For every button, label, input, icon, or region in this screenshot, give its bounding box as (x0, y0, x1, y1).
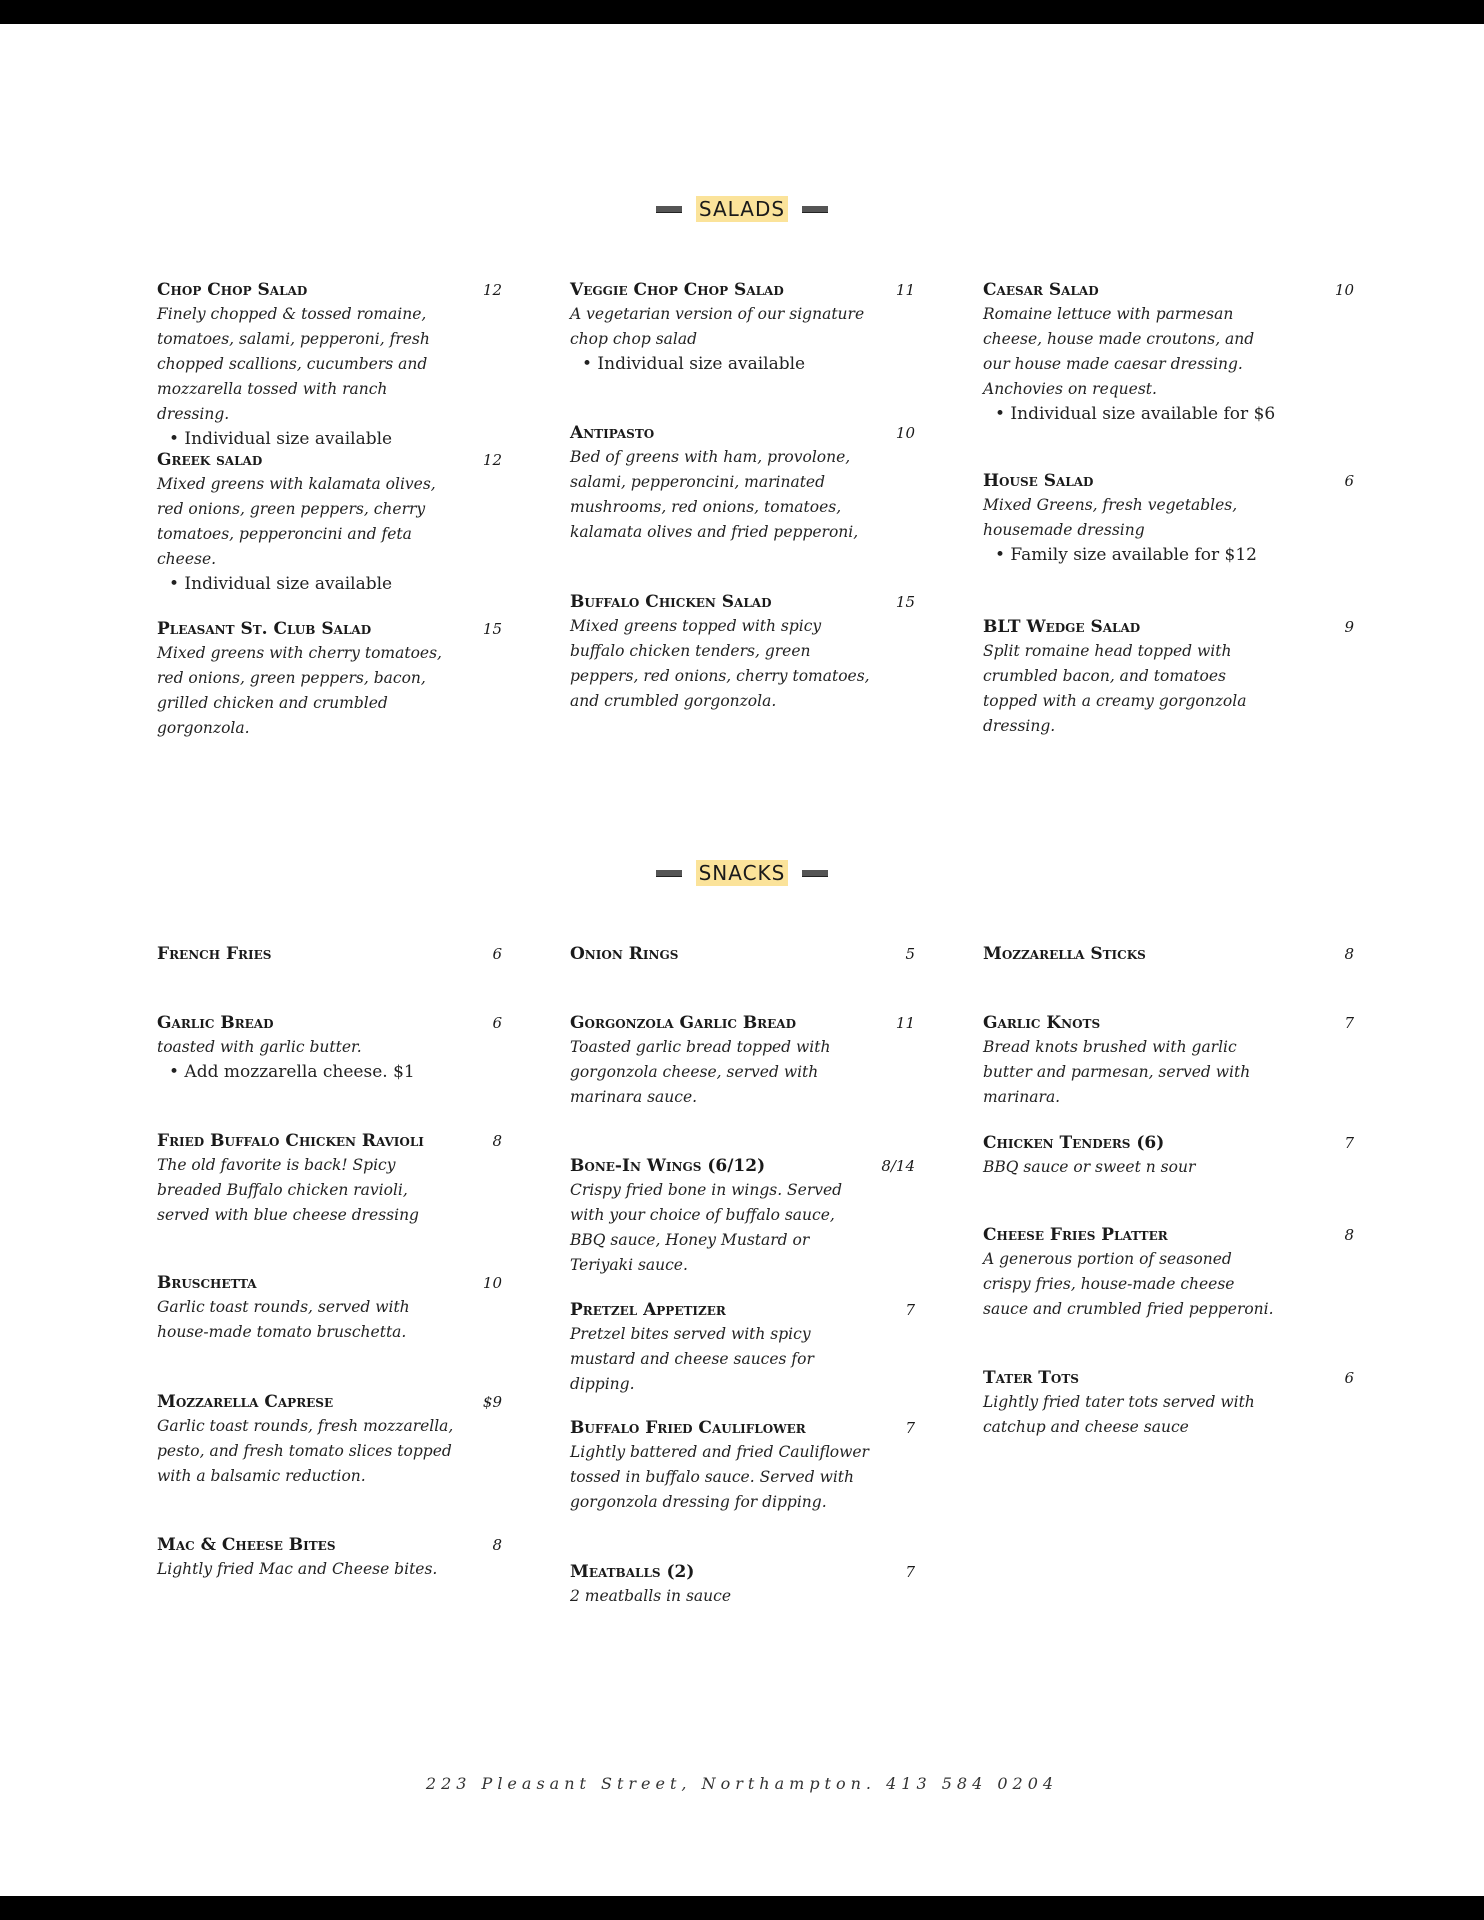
menu-item-name: Pleasant St. Club Salad (157, 619, 372, 639)
menu-item (570, 590, 915, 714)
menu-item-name: Caesar Salad (983, 280, 1099, 300)
menu-item (983, 942, 1354, 966)
menu-item-description: Garlic toast rounds, fresh mozzarella, pesto, and fresh tomato slices topped with a balsamic reduction. (157, 1417, 454, 1485)
menu-item-header (983, 942, 1354, 966)
menu-item-description: Lightly fried tater tots served with catchup and cheese sauce (983, 1393, 1255, 1436)
menu-item-header (157, 1271, 502, 1295)
menu-item-price: 7 (905, 1419, 915, 1437)
menu-item-header (983, 278, 1354, 302)
menu-item-name: Bone-In Wings (6/12) (570, 1156, 766, 1176)
menu-item-name: Tater Tots (983, 1368, 1079, 1388)
menu-item (983, 1366, 1354, 1440)
menu-item-header (157, 942, 502, 966)
menu-item-description: Toasted garlic bread topped with gorgonzola cheese, served with marinara sauce. (570, 1038, 831, 1106)
menu-item (983, 1131, 1354, 1180)
menu-item-header (570, 1560, 915, 1584)
menu-item-price: 7 (905, 1301, 915, 1319)
menu-item-name: Garlic Knots (983, 1013, 1101, 1033)
menu-item-header (157, 448, 502, 472)
menu-item-description: A generous portion of seasoned crispy fries, house-made cheese sauce and crumbled fried pepperoni. (983, 1250, 1274, 1318)
menu-item-header (570, 1011, 915, 1035)
menu-item-price: 6 (1344, 1369, 1354, 1387)
menu-item-header (983, 1131, 1354, 1155)
menu-item-price: 6 (1344, 472, 1354, 490)
menu-item (983, 615, 1354, 739)
menu-item-price: $9 (482, 1393, 502, 1411)
menu-item-header (983, 615, 1354, 639)
top-black-band (0, 0, 1484, 24)
menu-item-name: Antipasto (570, 423, 655, 443)
menu-item-header (157, 1011, 502, 1035)
bottom-black-band (0, 1896, 1484, 1920)
menu-item-description: Bread knots brushed with garlic butter and parmesan, served with marinara. (983, 1038, 1251, 1106)
menu-item-price: 10 (482, 1274, 502, 1292)
menu-item-price: 8 (1344, 945, 1354, 963)
menu-item (157, 1271, 502, 1345)
menu-item-header (570, 1154, 915, 1178)
menu-item-price: 9 (1344, 618, 1354, 636)
menu-item-description: Finely chopped & tossed romaine, tomatoes, salami, pepperoni, fresh chopped scallions, cucumbers and mozzarella tossed with ranch dressing. (157, 305, 430, 423)
menu-item-description: Bed of greens with ham, provolone, salami, pepperoncini, marinated mushrooms, red onions, tomatoes, kalamata olives and fried pepperoni, (570, 448, 859, 541)
menu-item-name: Chicken Tenders (6) (983, 1133, 1165, 1153)
menu-item-name: Gorgonzola Garlic Bread (570, 1013, 797, 1033)
menu-item-name: Mac & Cheese Bites (157, 1535, 336, 1555)
menu-item-header (157, 1390, 502, 1414)
menu-item-name: Fried Buffalo Chicken Ravioli (157, 1131, 424, 1151)
menu-item-note: • Add mozzarella cheese. $1 (169, 1062, 415, 1082)
menu-item-description: Lightly fried Mac and Cheese bites. (157, 1560, 438, 1578)
heading-rule-left (656, 870, 682, 876)
menu-item-description: Crispy fried bone in wings. Served with your choice of buffalo sauce, BBQ sauce, Honey Mustard or Teriyaki sauce. (570, 1181, 843, 1274)
menu-item (157, 1390, 502, 1489)
menu-item-price: 8 (1344, 1226, 1354, 1244)
menu-item (157, 1129, 502, 1228)
menu-item-note: • Family size available for $12 (995, 545, 1257, 565)
menu-item-name: House Salad (983, 471, 1094, 491)
menu-item-price: 15 (895, 593, 915, 611)
menu-item-description: BBQ sauce or sweet n sour (983, 1158, 1196, 1176)
menu-item-header (570, 421, 915, 445)
menu-item-price: 15 (482, 620, 502, 638)
menu-item-price: 7 (1344, 1014, 1354, 1032)
menu-item-name: Mozzarella Caprese (157, 1392, 334, 1412)
menu-item (570, 1416, 915, 1515)
salads-heading (0, 196, 1484, 222)
heading-rule-right (802, 870, 828, 876)
menu-item (983, 1011, 1354, 1110)
menu-item-price: 8 (492, 1132, 502, 1150)
menu-item-header (570, 1416, 915, 1440)
menu-item-name: Mozzarella Sticks (983, 944, 1146, 964)
menu-item (570, 1298, 915, 1397)
menu-item-header (157, 1129, 502, 1153)
menu-item (983, 1223, 1354, 1322)
menu-item-description: Pretzel bites served with spicy mustard and cheese sauces for dipping. (570, 1325, 814, 1393)
menu-item-header (570, 942, 915, 966)
menu-item-price: 8 (492, 1536, 502, 1554)
menu-item-note: • Individual size available (169, 574, 393, 594)
menu-item-name: Onion Rings (570, 944, 679, 964)
menu-item-description: Lightly battered and fried Cauliflower tossed in buffalo sauce. Served with gorgonzola dressing for dipping. (570, 1443, 869, 1511)
menu-item-description: A vegetarian version of our signature chop chop salad (570, 305, 865, 348)
menu-item (157, 942, 502, 966)
footer-address: 223 Pleasant Street, Northampton. 413 584 0204 (425, 1774, 1059, 1793)
heading-rule-right (802, 206, 828, 212)
menu-item (157, 278, 502, 452)
menu-item-name: Buffalo Chicken Salad (570, 592, 772, 612)
menu-item (157, 617, 502, 741)
menu-item-name: BLT Wedge Salad (983, 617, 1141, 637)
menu-item-name: Meatballs (2) (570, 1562, 695, 1582)
menu-item-description: Romaine lettuce with parmesan cheese, house made croutons, and our house made caesar dressing. Anchovies on request. (983, 305, 1255, 398)
menu-item-description: Mixed greens with cherry tomatoes, red onions, green peppers, bacon, grilled chicken and crumbled gorgonzola. (157, 644, 442, 737)
menu-item-header (157, 1533, 502, 1557)
menu-item-header (983, 1366, 1354, 1390)
menu-item-description: Mixed greens with kalamata olives, red onions, green peppers, cherry tomatoes, pepperoncini and feta cheese. (157, 475, 436, 568)
menu-item-price: 12 (482, 451, 502, 469)
menu-item (157, 448, 502, 597)
menu-item-name: Garlic Bread (157, 1013, 274, 1033)
heading-rule-left (656, 206, 682, 212)
menu-item-note: • Individual size available (582, 354, 806, 374)
menu-item-header (570, 278, 915, 302)
snacks-heading (0, 860, 1484, 886)
menu-item-price: 12 (482, 281, 502, 299)
menu-item-price: 10 (895, 424, 915, 442)
menu-item-header (983, 1011, 1354, 1035)
menu-item-description: 2 meatballs in sauce (570, 1587, 731, 1605)
menu-item-name: Greek salad (157, 450, 263, 470)
snacks-title: SNACKS (696, 860, 789, 886)
menu-item-description: The old favorite is back! Spicy breaded Buffalo chicken ravioli, served with blue cheese dressing (157, 1156, 419, 1224)
menu-item-price: 7 (905, 1563, 915, 1581)
menu-item-description: Mixed Greens, fresh vegetables, housemade dressing (983, 496, 1238, 539)
menu-item-price: 5 (905, 945, 915, 963)
menu-item (570, 1011, 915, 1110)
menu-item-header (157, 278, 502, 302)
salads-title: SALADS (696, 196, 788, 222)
menu-item-header (570, 1298, 915, 1322)
menu-item (157, 1011, 502, 1085)
menu-item-price: 8/14 (881, 1157, 915, 1175)
menu-item-name: Veggie Chop Chop Salad (570, 280, 784, 300)
menu-item (570, 421, 915, 545)
menu-item-header (983, 1223, 1354, 1247)
menu-item-name: Chop Chop Salad (157, 280, 308, 300)
menu-item-price: 6 (492, 945, 502, 963)
menu-item-price: 11 (895, 1014, 915, 1032)
menu-item (570, 1154, 915, 1278)
menu-item-description: Mixed greens topped with spicy buffalo chicken tenders, green peppers, red onions, cherry tomatoes, and crumbled gorgonzola. (570, 617, 870, 710)
menu-item-header (983, 469, 1354, 493)
menu-item-header (157, 617, 502, 641)
menu-item-price: 6 (492, 1014, 502, 1032)
menu-item (983, 469, 1354, 568)
menu-item (983, 278, 1354, 427)
menu-item-note: • Individual size available for $6 (995, 404, 1276, 424)
menu-item (157, 1533, 502, 1582)
menu-item-name: Cheese Fries Platter (983, 1225, 1168, 1245)
menu-item-price: 10 (1334, 281, 1354, 299)
menu-item-name: Pretzel Appetizer (570, 1300, 726, 1320)
menu-item (570, 1560, 915, 1609)
menu-item-description: Split romaine head topped with crumbled bacon, and tomatoes topped with a creamy gorgonzola dressing. (983, 642, 1247, 735)
menu-item-price: 11 (895, 281, 915, 299)
menu-item-name: Buffalo Fried Cauliflower (570, 1418, 806, 1438)
menu-item-description: toasted with garlic butter. (157, 1038, 362, 1056)
menu-item (570, 278, 915, 377)
menu-item-name: Bruschetta (157, 1273, 257, 1293)
menu-item-note: • Individual size available (169, 429, 393, 449)
menu-item-header (570, 590, 915, 614)
menu-item-description: Garlic toast rounds, served with house-made tomato bruschetta. (157, 1298, 410, 1341)
menu-item (570, 942, 915, 966)
menu-item-name: French Fries (157, 944, 272, 964)
menu-item-price: 7 (1344, 1134, 1354, 1152)
